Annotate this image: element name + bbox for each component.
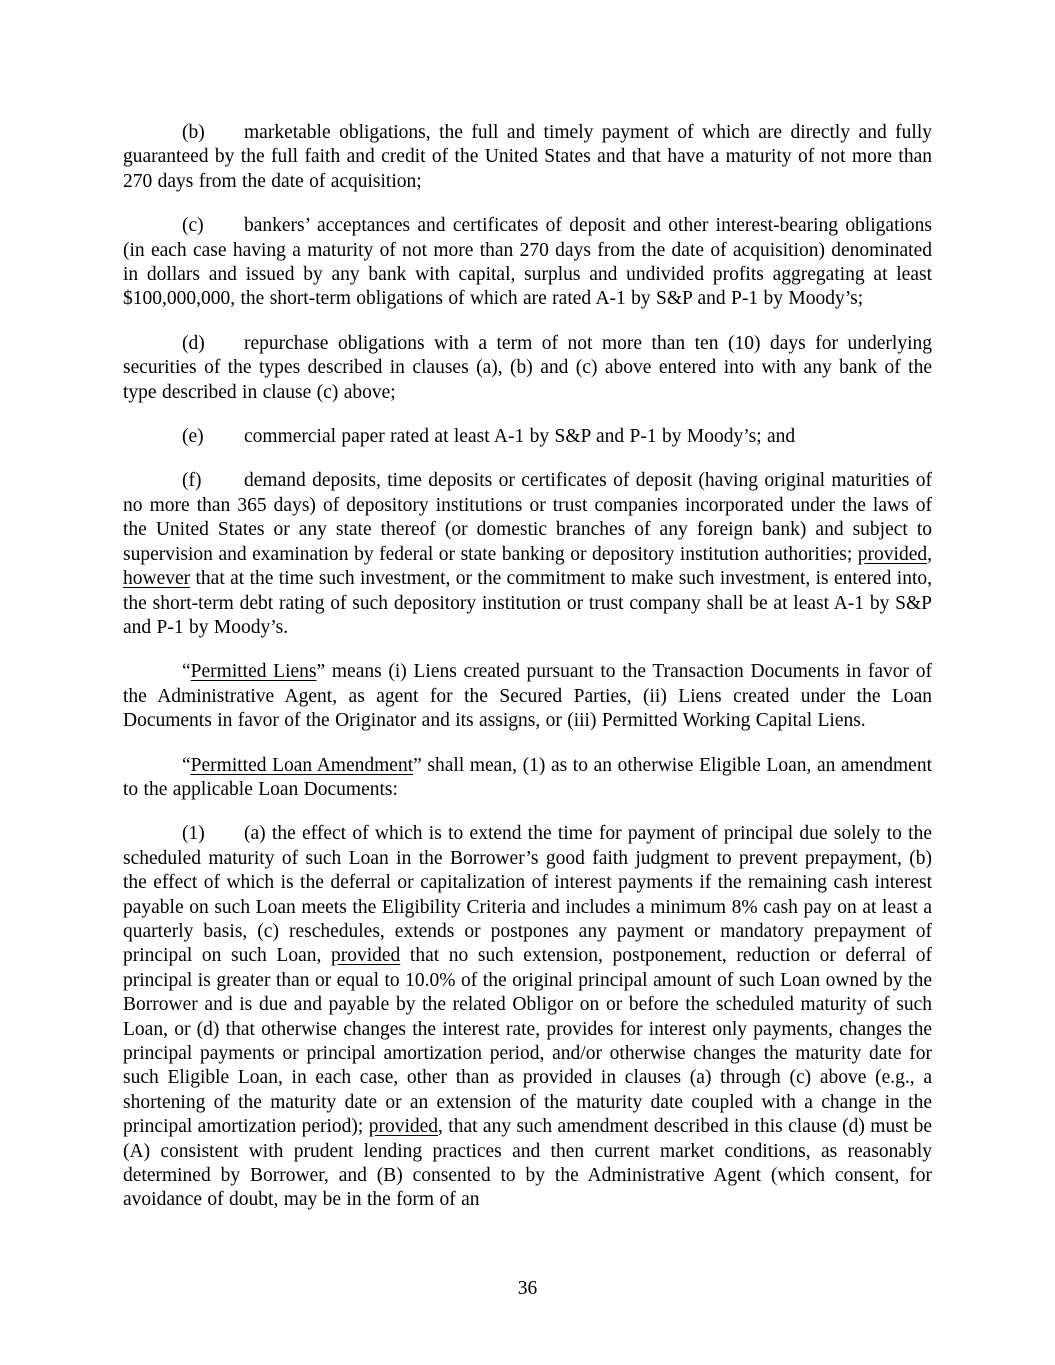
proviso-term: however [123, 568, 191, 590]
paragraph-label: (e) [182, 426, 204, 448]
text-segment: ” means (i) Liens created pursuant to the Transaction Documents in favor of the Administrative Agent, as agent for the Secured Parties, (ii) Liens created under the Loan Documents in favor of the Originator and its assigns, or (iii) Permitted Working Capital Liens. [123, 661, 932, 732]
paragraph-label: (b) [182, 122, 205, 143]
page-number: 36 [517, 1278, 538, 1299]
text-segment: “ [182, 661, 191, 683]
page-footer [0, 1277, 1055, 1301]
proviso-term: provided [368, 1116, 439, 1138]
text-segment: that no such extension, postponement, reduction or deferral of principal is greater than or equal to 10.0% of the original principal amount of such Loan owned by the Borrower and is due and payable by the related Obligor on or before the scheduled maturity of such Loan, or (d) that otherwise changes the interest rate, provides for interest only payments, changes the principal payments or principal amortization period, and/or otherwise changes the maturity date for such Eligible Loan, in each case, other than as provided in clauses (a) through (c) above (e.g., a shortening of the maturity date or an extension of the maturity date coupled with a change in the principal amortization period); [123, 945, 932, 1138]
text-segment: bankers’ acceptances and certificates of deposit and other interest-bearing obligations (in each case having a maturity of not more than 270 days from the date of acquisition) denominated in dollars and issued by any bank with capital, surplus and undivided profits aggregating at least $100,000,000, the short-term obligations of which are rated A-1 by S&P and P-1 by Moody’s; [123, 215, 932, 310]
document-page [123, 121, 932, 1233]
paragraph-label: (f) [182, 470, 202, 492]
paragraph-f [123, 469, 932, 640]
paragraph-label: (d) [182, 332, 205, 354]
text-segment: commercial paper rated at least A-1 by S&P and P-1 by Moody’s; and [244, 426, 796, 448]
defined-term: Permitted Loan Amendment [190, 754, 414, 776]
text-segment: that at the time such investment, or the commitment to make such investment, is entered into, the short-term debt rating of such depository institution or trust company shall be at least A-1 by S&P and P-1 by Moody’s. [123, 568, 932, 638]
definition-permitted-liens [123, 660, 932, 733]
text-segment: “ [182, 754, 191, 776]
paragraph-c [123, 214, 932, 312]
proviso-term: provided [857, 543, 928, 565]
text-segment: demand deposits, time deposits or certificates of deposit (having original maturities of no more than 365 days) of depository institutions or trust companies incorporated under the laws of the United States or any state thereof (or domestic branches of any foreign bank) and subject to supervision and examination by federal or state banking or depository institution authorities; [123, 470, 932, 565]
text-segment: repurchase obligations with a term of not more than ten (10) days for underlying securities of the types described in clauses (a), (b) and (c) above entered into with any bank of the type described in clause (c) above; [123, 332, 932, 403]
text-segment: (a) the effect of which is to extend the time for payment of principal due solely to the scheduled maturity of such Loan in the Borrower’s good faith judgment to prevent prepayment, (b) the effect of which is the deferral or capitalization of interest payments if the remaining cash interest payable on such Loan meets the Eligibility Criteria and includes a minimum 8% cash pay on at least a quarterly basis, (c) reschedules, extends or postpones any payment or mandatory prepayment of principal on such Loan, [123, 823, 932, 967]
paragraph-b [123, 121, 932, 194]
paragraph-e [123, 425, 932, 449]
proviso-term: provided [330, 945, 401, 967]
definition-permitted-loan-amendment [123, 754, 932, 803]
defined-term: Permitted Liens [190, 661, 317, 683]
text-segment: , that any such amendment described in this clause (d) must be (A) consistent with prudent lending practices and then current market conditions, as reasonably determined by Borrower, and (B) consented to by the Administrative Agent (which consent, for avoidance of doubt, may be in the form of an [123, 1116, 932, 1211]
paragraph-d [123, 332, 932, 405]
text-segment: ” shall mean, (1) as to an otherwise Eligible Loan, an amendment to the applicable Loan Documents: [123, 754, 932, 800]
paragraph-label: (c) [182, 215, 204, 237]
text-segment: marketable obligations, the full and timely payment of which are directly and fully guaranteed by the full faith and credit of the United States and that have a maturity of not more than 270 days from the date of acquisition; [123, 122, 932, 192]
text-segment: , [927, 543, 932, 565]
paragraph-1 [123, 822, 932, 1213]
paragraph-label: (1) [182, 823, 205, 845]
